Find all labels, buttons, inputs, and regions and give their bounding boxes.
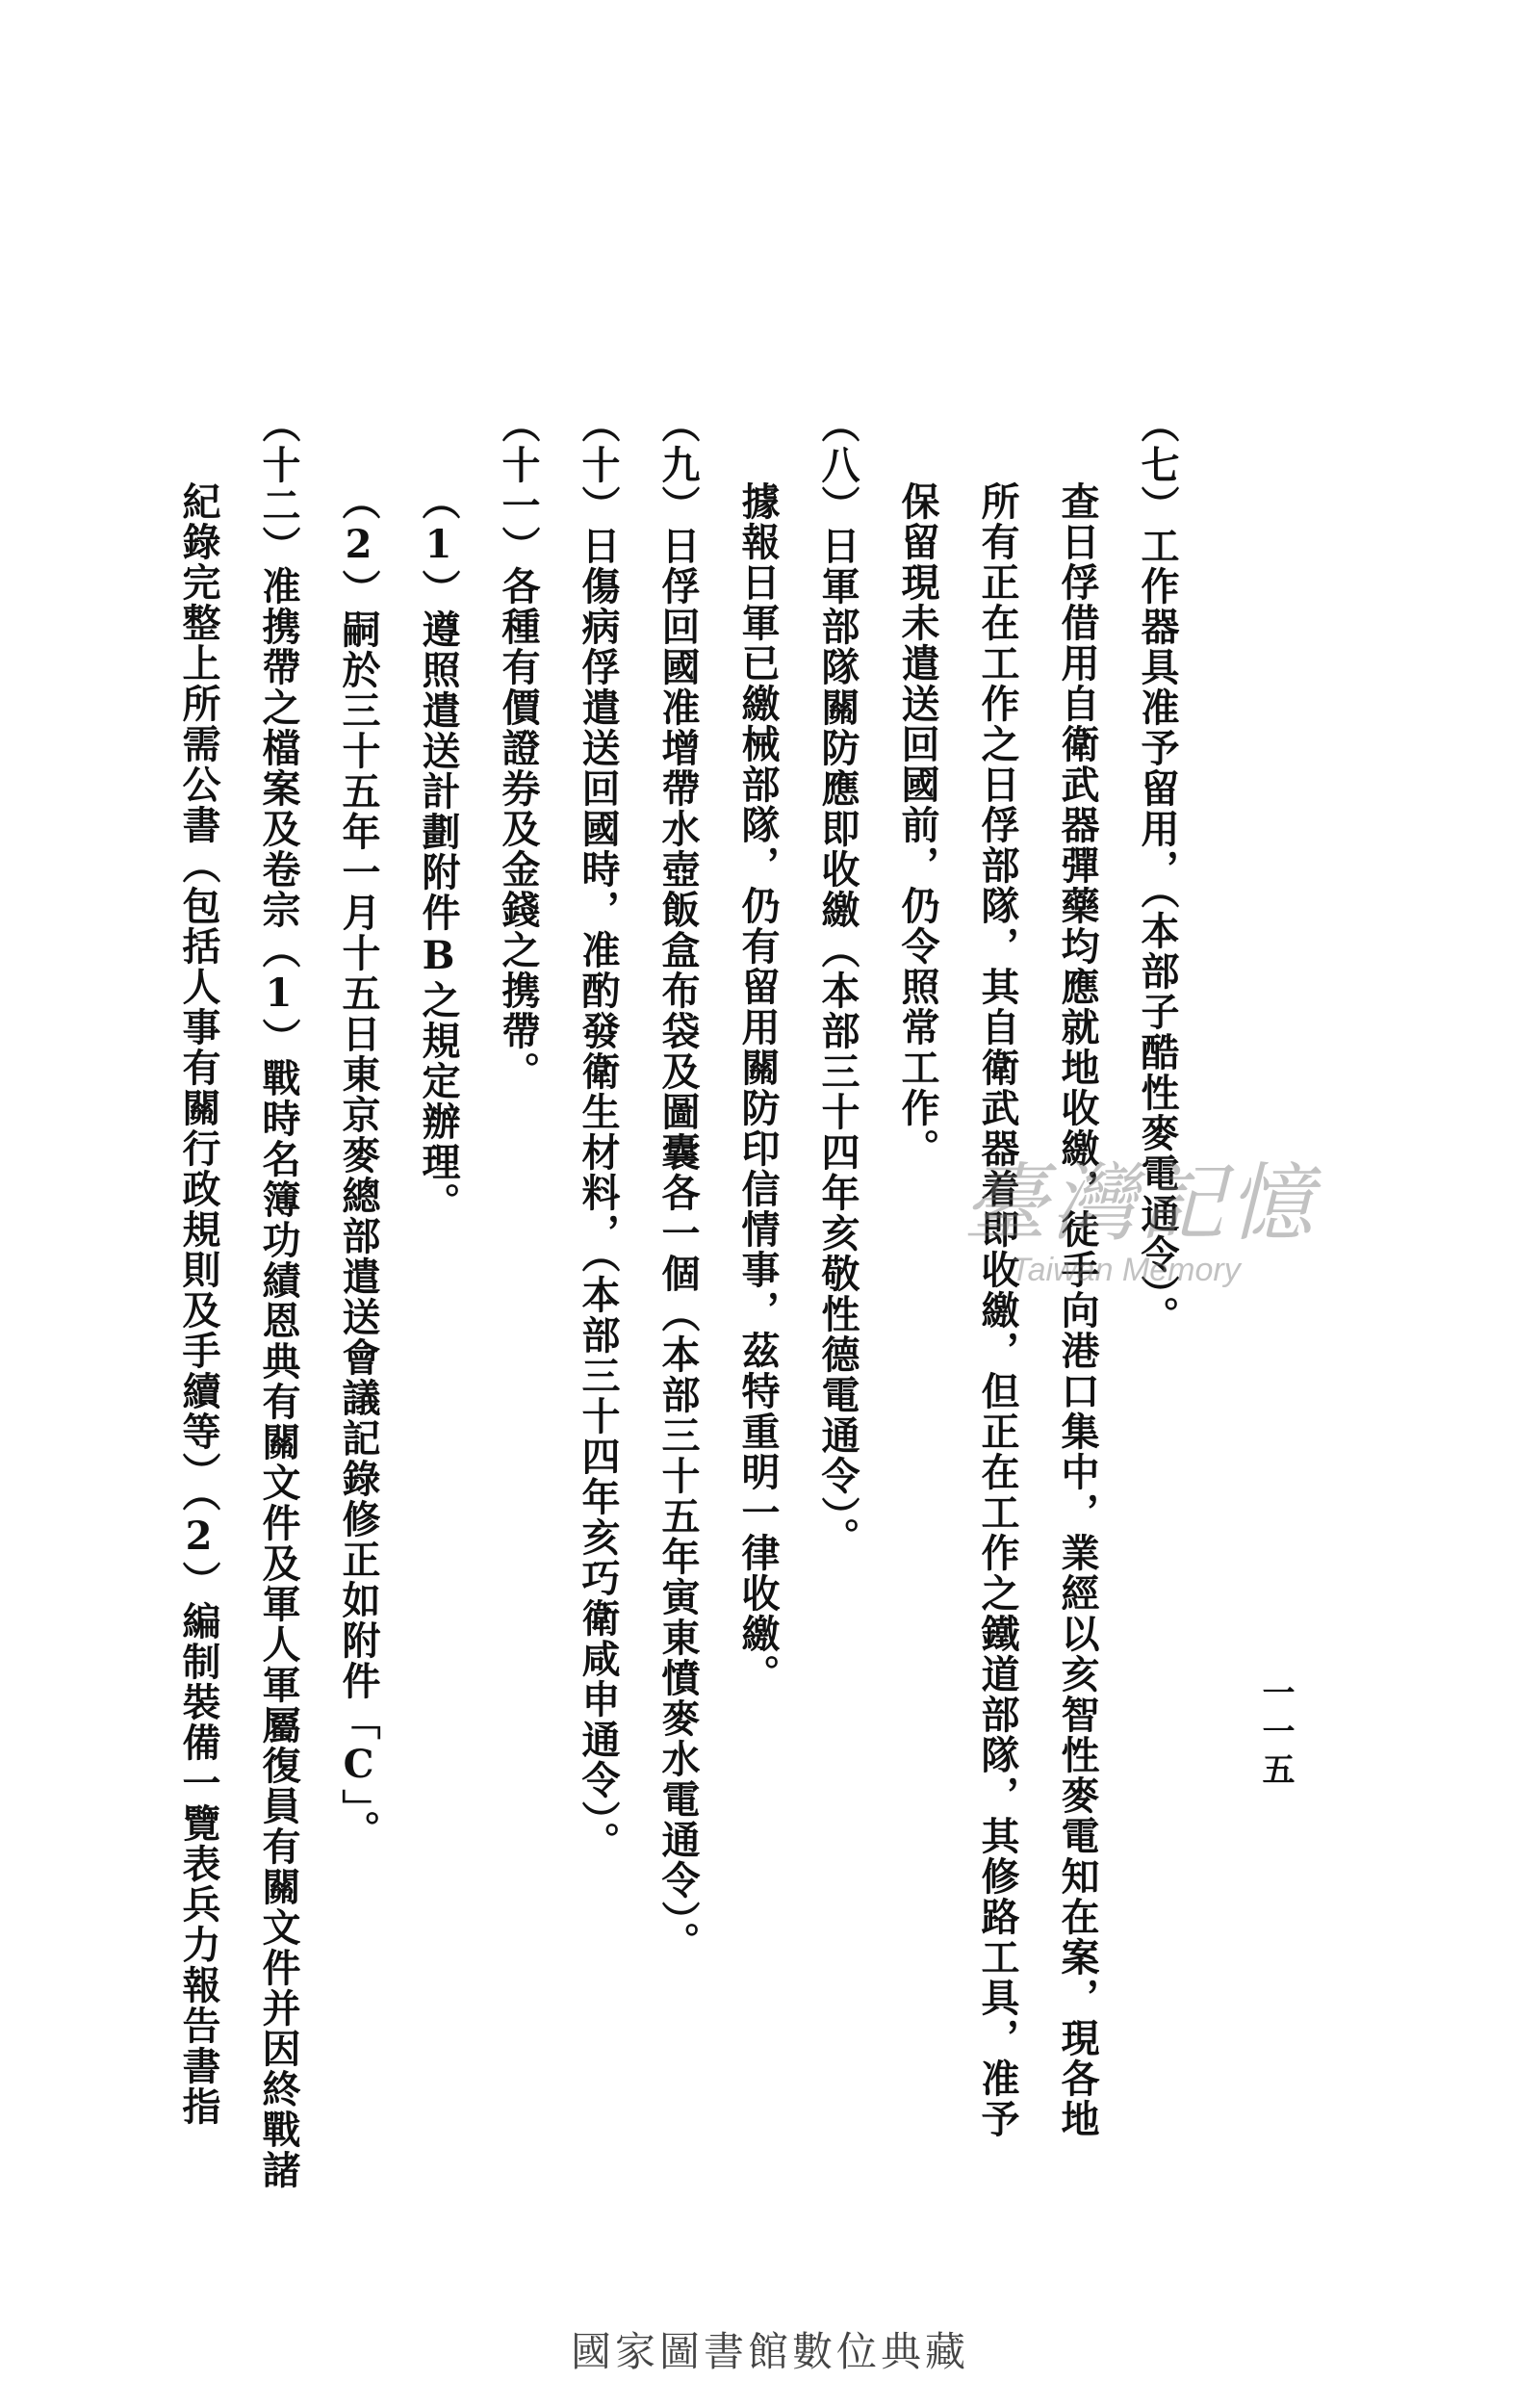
watermark-chinese: 臺灣記憶 [962, 1153, 1318, 1253]
text-column-1: （七）工作器具准予留用，（本部子酷性麥電通令）。 [1135, 404, 1180, 1336]
text-column-12: （十二）准携帶之檔案及卷宗（1）戰時名簿功績恩典有關文件及軍人軍屬復員有關文件并因終戰諸 [256, 404, 301, 2190]
text-column-2: 查日俘借用自衛武器彈藥均應就地收繳，徒手向港口集中，業經以亥智性麥電知在案，現各地 [1055, 481, 1100, 2139]
text-column-7: （九）日俘回國准增帶水壺飯盒布袋及圖囊各一個（本部三十五年寅東憤麥水電通令）。 [655, 404, 701, 1962]
watermark-english: Taiwan Memory [1011, 1252, 1241, 1288]
text-column-11: （2）嗣於三十五年一月十五日東京麥總部遣送會議記錄修正如附件「C」。 [336, 481, 381, 1851]
text-column-13: 紀錄完整上所需公書（包括人事有關行政規則及手續等）（2）編制裝備一覽表兵力報告書指 [176, 481, 221, 2127]
text-column-8: （十）日傷病俘遣送回國時，准酌發衛生材料，（本部三十四年亥巧衛咸申通令）。 [576, 404, 621, 1862]
footer-credit: 國家圖書館數位典藏 [570, 2328, 969, 2375]
text-column-4: 保留現未遣送回國前，仍令照常工作。 [895, 481, 940, 1169]
page-number: 一一五 [1256, 1675, 1295, 1791]
text-column-10: （1）遵照遣送計劃附件B之規定辦理。 [416, 481, 461, 1223]
text-column-3: 所有正在工作之日俘部隊，其自衛武器着即收繳，但正在工作之鐵道部隊，其修路工具，准予 [975, 481, 1020, 2139]
text-column-5: （八）日軍部隊關防應即收繳（本部三十四年亥敬性德電通令）。 [815, 404, 860, 1558]
text-column-6: 據報日軍已繳械部隊，仍有留用關防印信情事，茲特重明一律收繳。 [735, 481, 781, 1695]
text-column-9: （十一）各種有價證券及金錢之携帶。 [496, 404, 541, 1092]
